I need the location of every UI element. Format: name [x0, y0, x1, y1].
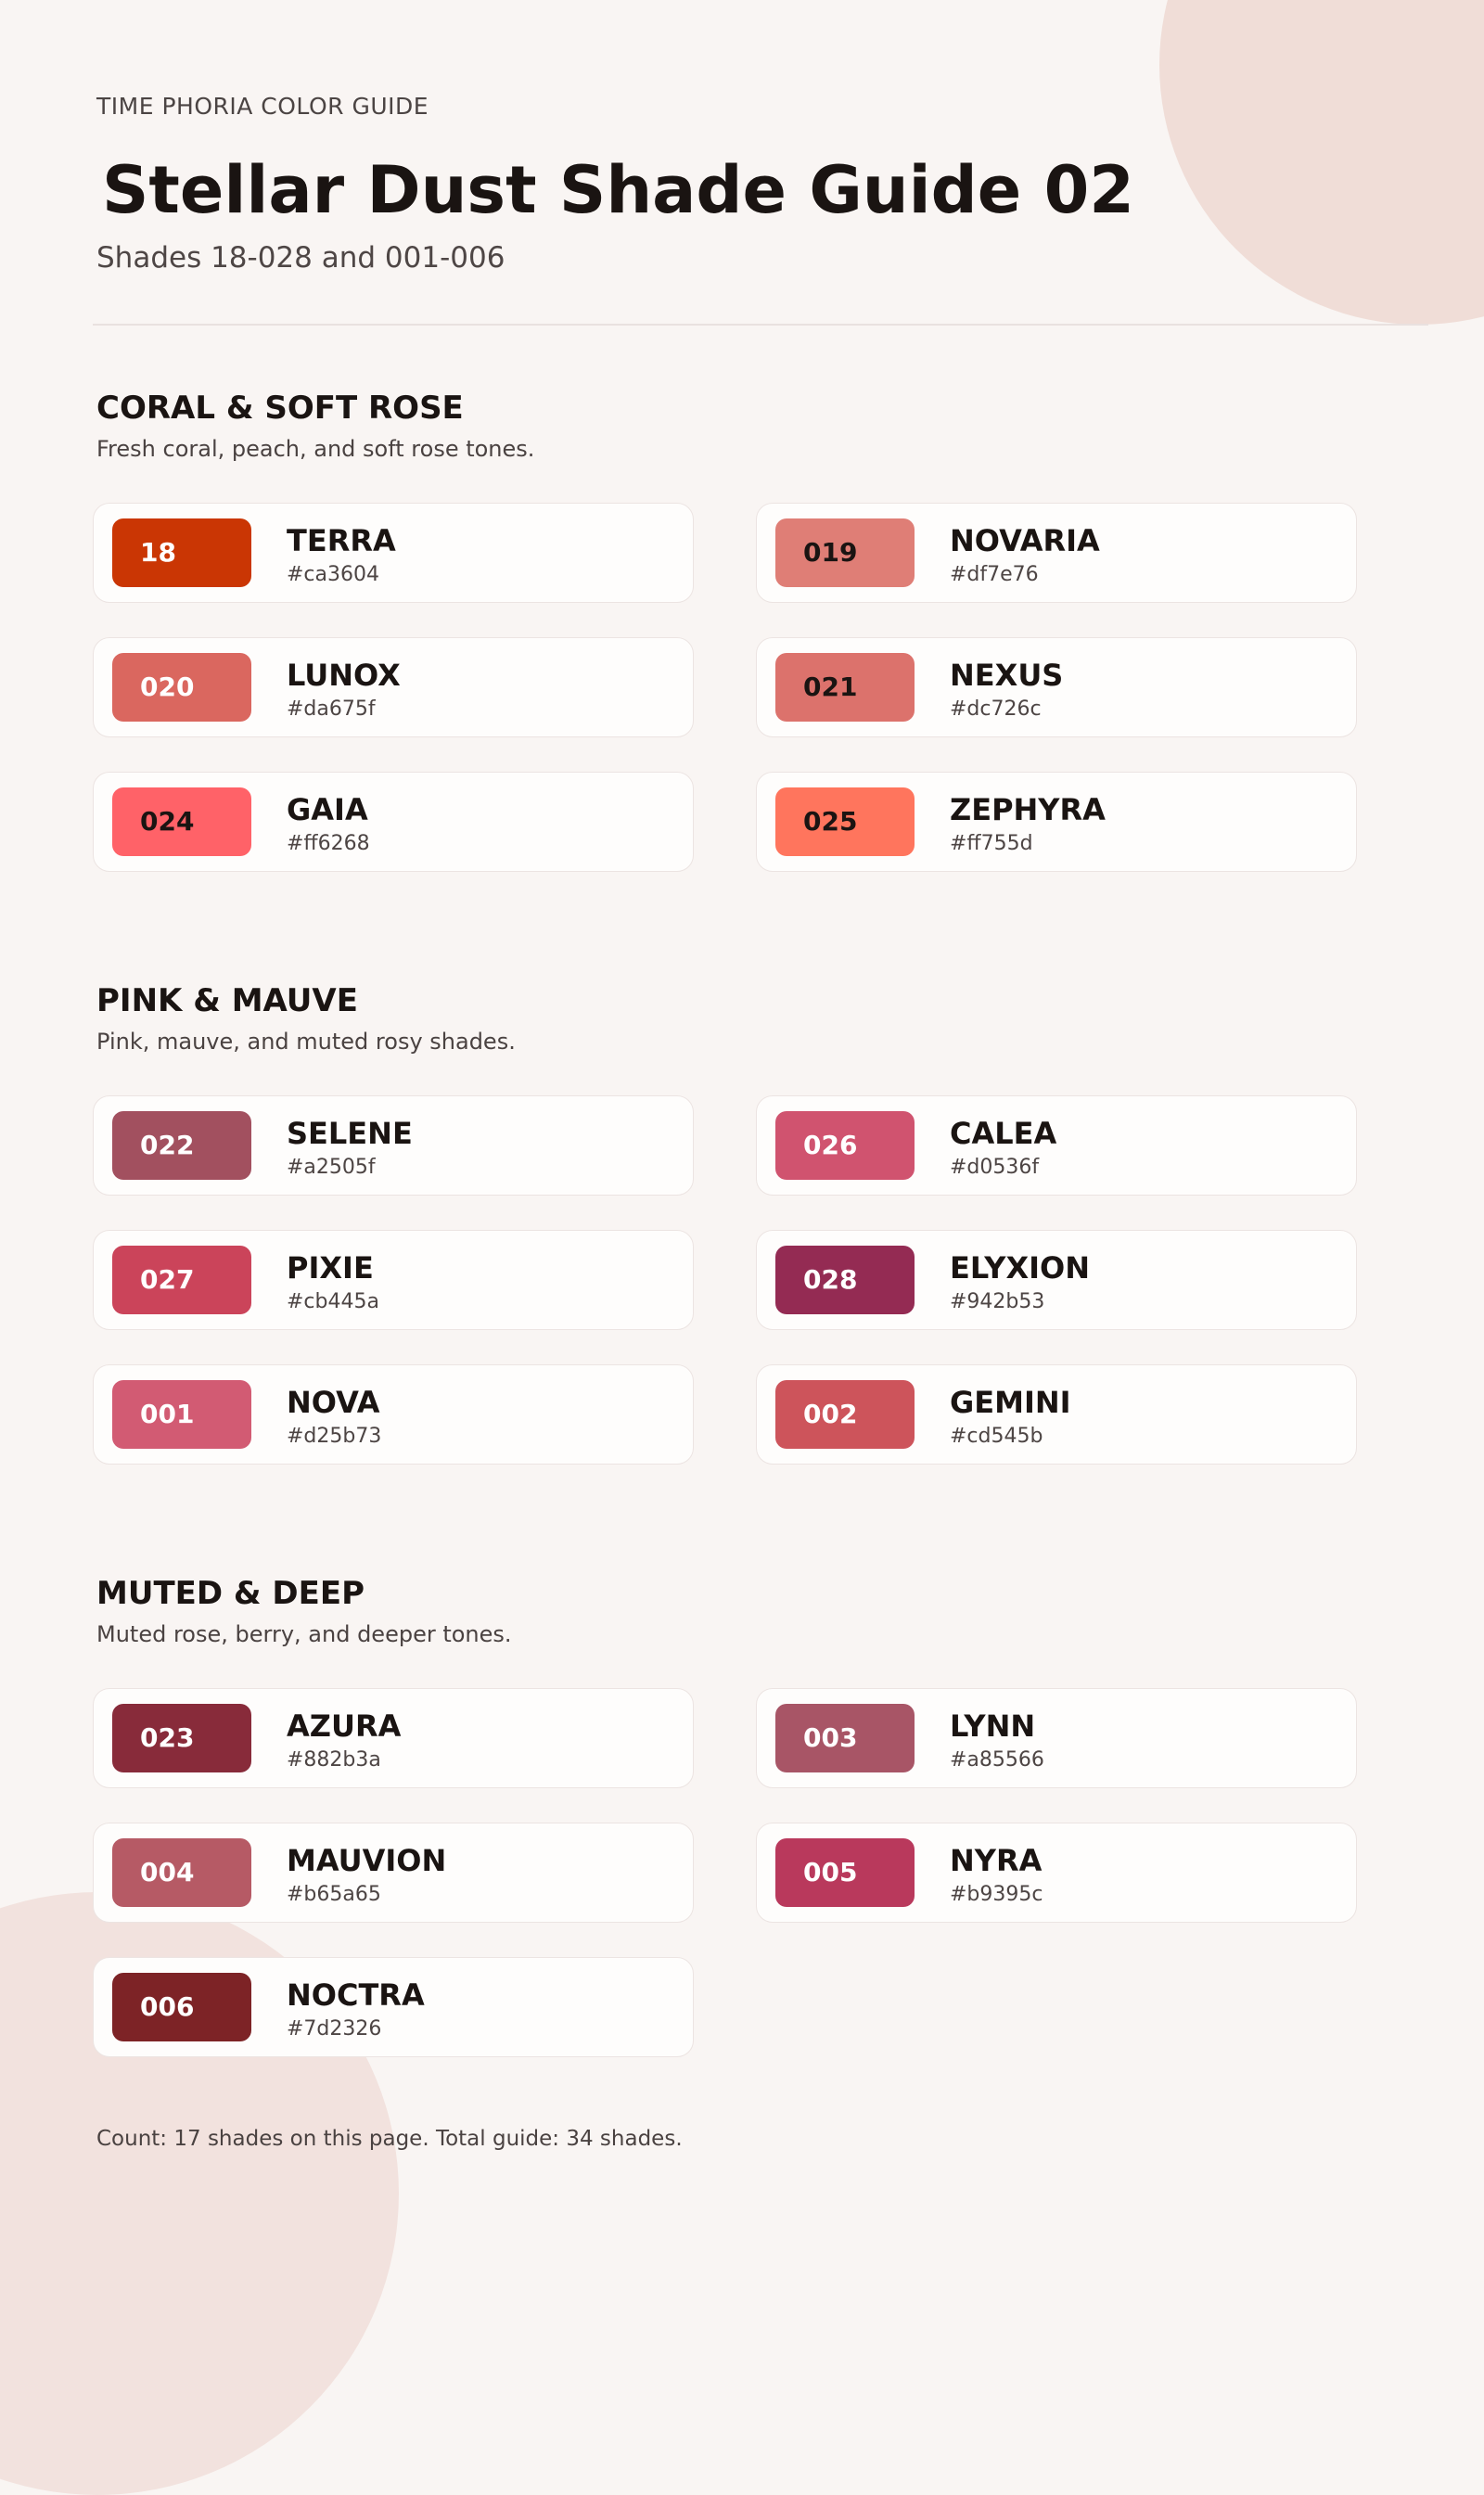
- shade-code: 005: [803, 1857, 858, 1887]
- shade-hex-code: #d0536f: [950, 1156, 1040, 1179]
- shade-card: [756, 503, 1357, 603]
- shade-swatch: [112, 1380, 251, 1449]
- shade-name: NOVARIA: [950, 523, 1100, 558]
- section-title: MUTED & DEEP: [96, 1575, 365, 1612]
- shade-card: [93, 637, 694, 737]
- shade-swatch: [112, 1838, 251, 1907]
- shade-hex-code: #882b3a: [287, 1748, 381, 1772]
- section-description: Fresh coral, peach, and soft rose tones.: [96, 436, 535, 462]
- shade-name: GAIA: [287, 792, 368, 827]
- page-title: Stellar Dust Shade Guide 02: [102, 152, 1134, 228]
- shade-card: [756, 1823, 1357, 1923]
- shade-name: SELENE: [287, 1116, 413, 1151]
- shade-hex-code: #d25b73: [287, 1425, 382, 1448]
- shade-name: LYNN: [950, 1708, 1036, 1744]
- shade-hex-code: #a2505f: [287, 1156, 376, 1179]
- shade-hex-code: #a85566: [950, 1748, 1044, 1772]
- shade-name: GEMINI: [950, 1385, 1071, 1420]
- shade-code: 019: [803, 537, 858, 568]
- shade-name: PIXIE: [287, 1250, 374, 1286]
- shade-swatch: [112, 1246, 251, 1314]
- shade-code: 003: [803, 1722, 858, 1753]
- shade-card: [756, 1688, 1357, 1788]
- shade-card: [93, 1823, 694, 1923]
- section-title: CORAL & SOFT ROSE: [96, 390, 464, 427]
- shade-swatch: [112, 787, 251, 856]
- shade-name: NOVA: [287, 1385, 380, 1420]
- shade-code: 020: [140, 672, 195, 702]
- shade-hex-code: #da675f: [287, 697, 376, 721]
- shade-card: [93, 503, 694, 603]
- shade-swatch: [775, 653, 915, 722]
- shade-hex-code: #b9395c: [950, 1883, 1043, 1906]
- shade-code: 004: [140, 1857, 195, 1887]
- shade-hex-code: #df7e76: [950, 563, 1039, 586]
- shade-swatch: [112, 518, 251, 587]
- section-description: Muted rose, berry, and deeper tones.: [96, 1621, 512, 1647]
- shade-card: [756, 637, 1357, 737]
- shade-hex-code: #ca3604: [287, 563, 379, 586]
- shade-swatch: [775, 1380, 915, 1449]
- shade-swatch: [775, 1246, 915, 1314]
- shade-code: 025: [803, 806, 858, 837]
- shade-code: 021: [803, 672, 858, 702]
- shade-hex-code: #dc726c: [950, 697, 1042, 721]
- shade-name: MAUVION: [287, 1843, 447, 1878]
- shade-name: CALEA: [950, 1116, 1057, 1151]
- shade-name: LUNOX: [287, 658, 401, 693]
- shade-hex-code: #cd545b: [950, 1425, 1043, 1448]
- shade-card: [93, 1095, 694, 1196]
- shade-code: 024: [140, 806, 195, 837]
- shade-name: NEXUS: [950, 658, 1064, 693]
- shade-code: 023: [140, 1722, 195, 1753]
- shade-code: 022: [140, 1130, 195, 1160]
- shade-name: NYRA: [950, 1843, 1043, 1878]
- shade-name: AZURA: [287, 1708, 402, 1744]
- shade-count-footer: Count: 17 shades on this page. Total guide: 34 shades.: [96, 2127, 683, 2151]
- shade-card: [93, 1957, 694, 2057]
- shade-hex-code: #ff755d: [950, 832, 1033, 855]
- shade-hex-code: #7d2326: [287, 2017, 382, 2041]
- shade-code: 006: [140, 1991, 195, 2022]
- shade-card: [93, 1364, 694, 1465]
- shade-code: 026: [803, 1130, 858, 1160]
- shade-card: [756, 772, 1357, 872]
- shade-swatch: [775, 1838, 915, 1907]
- shade-card: [756, 1230, 1357, 1330]
- shade-card: [93, 1688, 694, 1788]
- shade-swatch: [112, 1973, 251, 2041]
- shade-swatch: [112, 1111, 251, 1180]
- shade-name: ZEPHYRA: [950, 792, 1106, 827]
- shade-code: 001: [140, 1399, 195, 1429]
- shade-hex-code: #942b53: [950, 1290, 1045, 1313]
- page-subtitle: Shades 18-028 and 001-006: [96, 241, 505, 275]
- shade-hex-code: #cb445a: [287, 1290, 379, 1313]
- shade-code: 002: [803, 1399, 858, 1429]
- shade-swatch: [775, 787, 915, 856]
- shade-code: 028: [803, 1264, 858, 1295]
- shade-hex-code: #ff6268: [287, 832, 370, 855]
- section-title: PINK & MAUVE: [96, 982, 358, 1019]
- shade-card: [756, 1095, 1357, 1196]
- shade-card: [756, 1364, 1357, 1465]
- shade-swatch: [112, 1704, 251, 1772]
- shade-swatch: [775, 1704, 915, 1772]
- shade-swatch: [112, 653, 251, 722]
- shade-swatch: [775, 1111, 915, 1180]
- shade-hex-code: #b65a65: [287, 1883, 381, 1906]
- shade-code: 027: [140, 1264, 195, 1295]
- shade-card: [93, 772, 694, 872]
- section-description: Pink, mauve, and muted rosy shades.: [96, 1029, 516, 1055]
- shade-card: [93, 1230, 694, 1330]
- guide-eyebrow: TIME PHORIA COLOR GUIDE: [96, 93, 429, 120]
- shade-name: TERRA: [287, 523, 396, 558]
- shade-name: ELYXION: [950, 1250, 1090, 1286]
- shade-name: NOCTRA: [287, 1977, 425, 2013]
- shade-code: 18: [140, 537, 176, 568]
- header-divider: [93, 324, 1428, 326]
- shade-swatch: [775, 518, 915, 587]
